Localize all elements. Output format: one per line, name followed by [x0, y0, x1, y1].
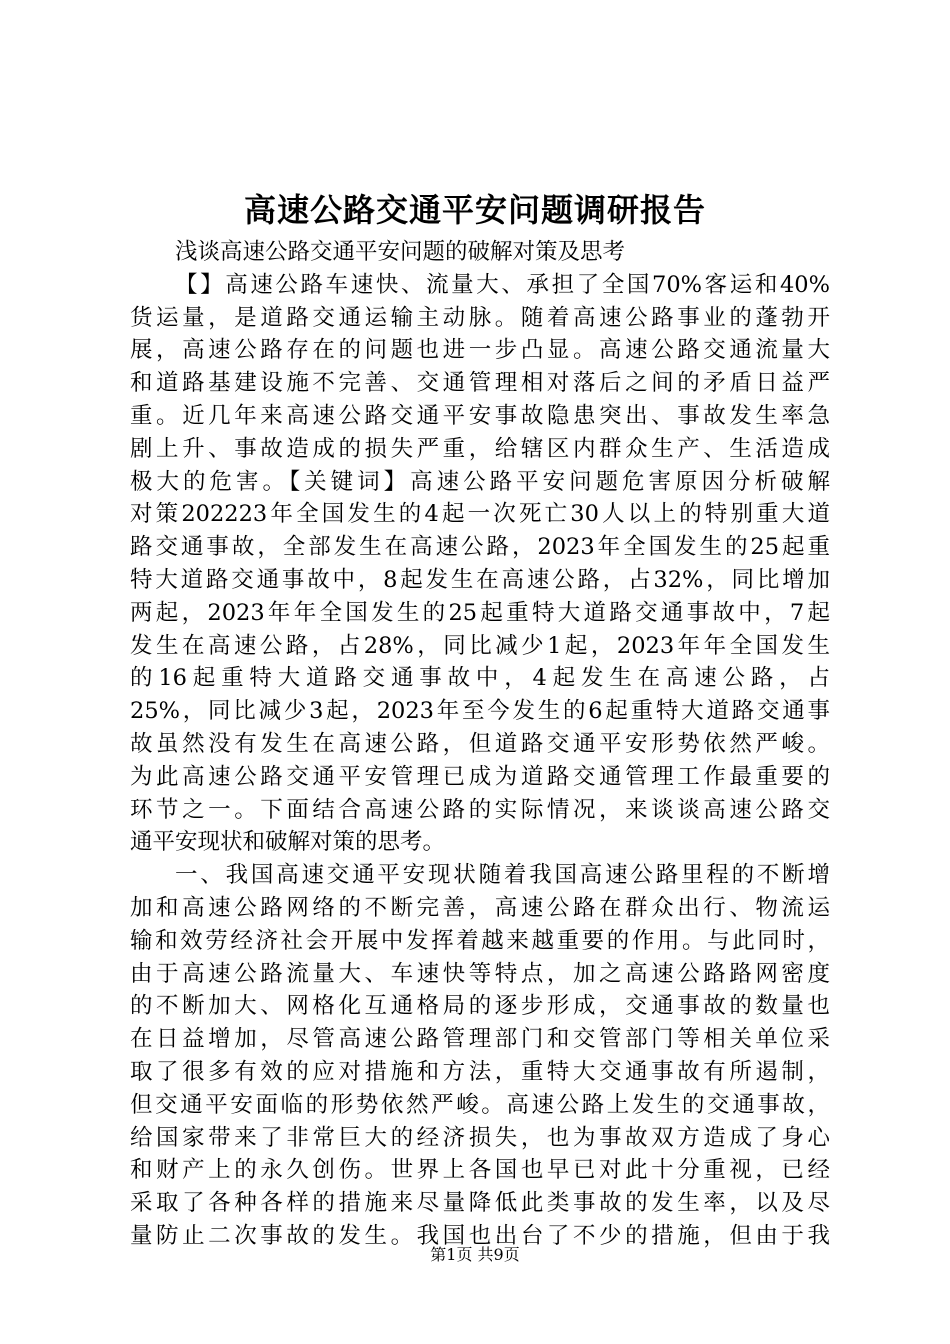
body-line: 取了很多有效的应对措施和方法，重特大交通事故有所遏制， [130, 1058, 830, 1085]
body-line: 剧上升、事故造成的损失严重，给辖区内群众生产、生活造成 [130, 435, 830, 462]
body-line: 加和高速公路网络的不断完善，高速公路在群众出行、物流运 [130, 894, 830, 921]
body-line: 25%，同比减少3起，2023年至今发生的6起重特大道路交通事 [130, 698, 830, 725]
body-line: 但交通平安面临的形势依然严峻。高速公路上发生的交通事故， [130, 1091, 830, 1118]
body-line: 【】高速公路车速快、流量大、承担了全国70%客运和40% [175, 271, 830, 298]
body-line: 货运量，是道路交通运输主动脉。随着高速公路事业的蓬勃开 [130, 304, 830, 331]
body-line: 的16起重特大道路交通事故中，4起发生在高速公路，占 [130, 665, 830, 692]
body-line: 对策202223年全国发生的4起一次死亡30人以上的特别重大道 [130, 501, 830, 528]
document-title: 高速公路交通平安问题调研报告 [243, 191, 706, 229]
body-line: 和财产上的永久创伤。世界上各国也早已对此十分重视，已经 [130, 1157, 830, 1184]
body-line: 发生在高速公路，占28%，同比减少1起，2023年年全国发生 [130, 632, 830, 659]
body-line: 路交通事故，全部发生在高速公路，2023年全国发生的25起重 [130, 534, 830, 561]
body-line: 展，高速公路存在的问题也进一步凸显。高速公路交通流量大 [130, 337, 830, 364]
body-line: 一、我国高速交通平安现状随着我国高速公路里程的不断增 [175, 862, 830, 889]
body-line: 重。近几年来高速公路交通平安事故隐患突出、事故发生率急 [130, 402, 830, 429]
body-line: 量防止二次事故的发生。我国也出台了不少的措施，但由于我 [130, 1222, 830, 1249]
body-line: 环节之一。下面结合高速公路的实际情况，来谈谈高速公路交 [130, 796, 830, 823]
body-line: 特大道路交通事故中，8起发生在高速公路，占32%，同比增加 [130, 566, 830, 593]
subtitle-line: 浅谈高速公路交通平安问题的破解对策及思考 [175, 239, 626, 265]
body-line: 给国家带来了非常巨大的经济损失，也为事故双方造成了身心 [130, 1124, 830, 1151]
body-line: 通平安现状和破解对策的思考。 [130, 829, 446, 856]
page-number-footer: 第1页 共9页 [430, 1245, 520, 1264]
body-line: 在日益增加，尽管高速公路管理部门和交管部门等相关单位采 [130, 1026, 830, 1053]
body-line: 的不断加大、网格化互通格局的逐步形成，交通事故的数量也 [130, 993, 830, 1020]
body-line: 和道路基建设施不完善、交通管理相对落后之间的矛盾日益严 [130, 370, 830, 397]
body-line: 采取了各种各样的措施来尽量降低此类事故的发生率，以及尽 [130, 1190, 830, 1217]
document-body [130, 236, 830, 1253]
body-line: 故虽然没有发生在高速公路，但道路交通平安形势依然严峻。 [130, 730, 830, 757]
body-line: 两起，2023年年全国发生的25起重特大道路交通事故中，7起 [130, 599, 830, 626]
body-line: 由于高速公路流量大、车速快等特点，加之高速公路路网密度 [130, 960, 830, 987]
body-line: 极大的危害。【关键词】高速公路平安问题危害原因分析破解 [130, 468, 830, 495]
body-line: 输和效劳经济社会开展中发挥着越来越重要的作用。与此同时， [130, 927, 830, 954]
body-line: 为此高速公路交通平安管理已成为道路交通管理工作最重要的 [130, 763, 830, 790]
